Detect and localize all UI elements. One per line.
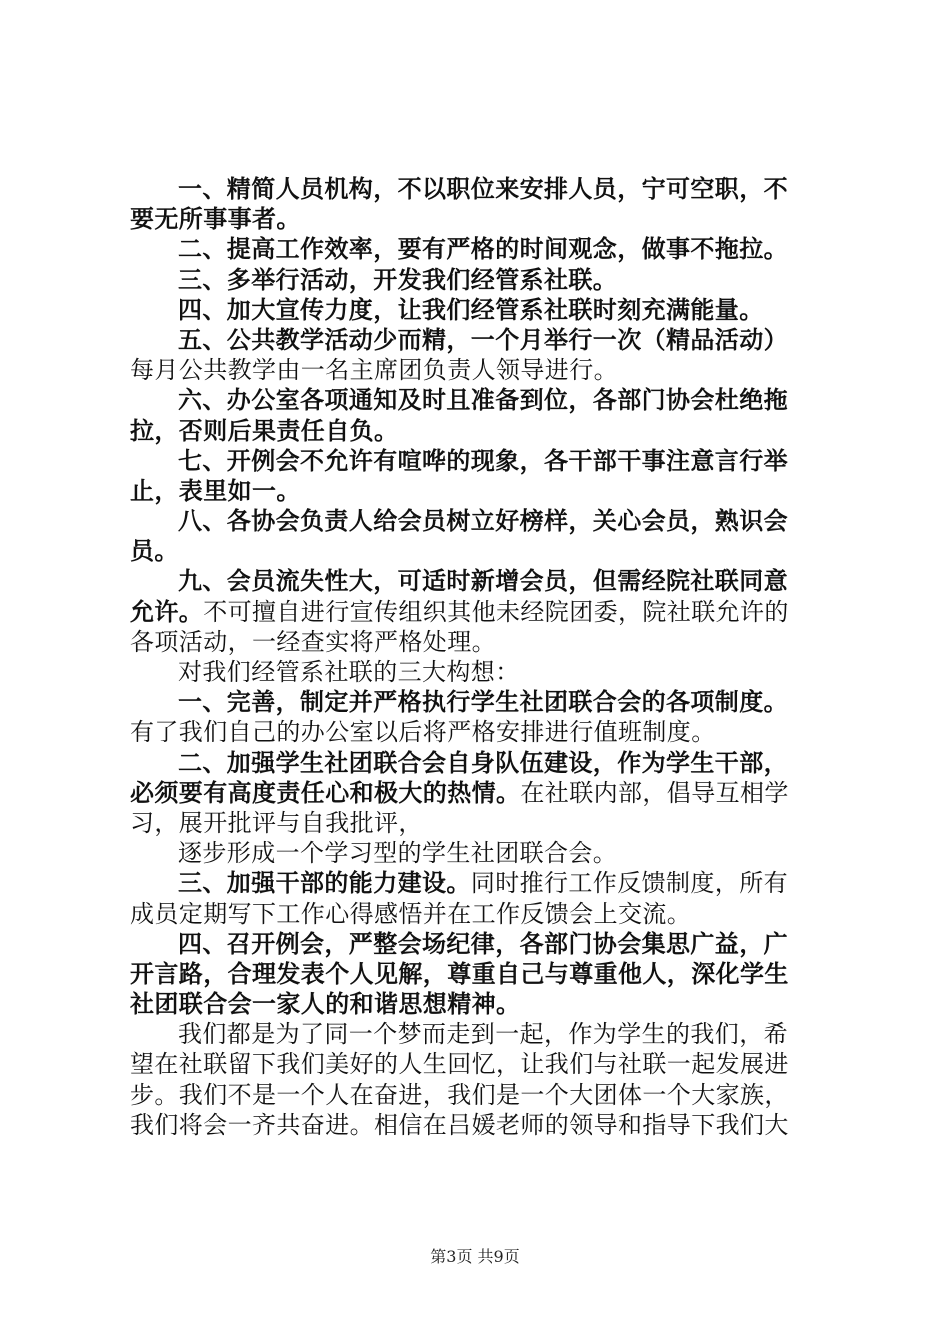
text-line xyxy=(130,1110,830,1140)
text-line-segment: 七、开例会不允许有喧哗的现象，各干部干事注意言行举 xyxy=(178,446,788,475)
text-line xyxy=(130,627,830,657)
text-line xyxy=(130,234,830,264)
text-line xyxy=(130,748,830,778)
text-line xyxy=(130,1019,830,1049)
text-line xyxy=(130,1080,830,1110)
text-line-segment: 开言路，合理发表个人见解，尊重自己与尊重他人，深化学生 xyxy=(130,959,789,988)
text-line xyxy=(130,868,830,898)
text-line xyxy=(130,506,830,536)
text-line xyxy=(130,657,830,687)
text-line xyxy=(130,446,830,476)
text-line-segment: 四、加大宣传力度，让我们经管系社联时刻充满能量。 xyxy=(178,295,764,324)
text-line-segment: 要无所事事者。 xyxy=(130,205,301,234)
text-line-segment: 对我们经管系社联的三大构想： xyxy=(178,658,520,686)
text-line xyxy=(130,808,830,838)
text-line xyxy=(130,355,830,385)
text-line xyxy=(130,476,830,506)
text-line xyxy=(130,597,830,627)
text-line xyxy=(130,899,830,929)
text-line-segment: 拉，否则后果责任自负。 xyxy=(130,416,399,445)
text-line-segment: 三、多举行活动，开发我们经管系社联。 xyxy=(178,265,618,294)
text-line-segment: 逐步形成一个学习型的学生社团联合会。 xyxy=(178,839,618,868)
text-line-segment: 三、加强干部的能力建设。 xyxy=(178,869,471,898)
text-line xyxy=(130,717,830,747)
text-line-segment: 一、精简人员机构，不以职位来安排人员，宁可空职，不 xyxy=(178,175,788,203)
text-line xyxy=(130,325,830,355)
text-line-segment: 我们都是为了同一个梦而走到一起，作为学生的我们，希 xyxy=(178,1020,788,1049)
text-line xyxy=(130,204,830,234)
text-line xyxy=(130,174,830,204)
text-line-segment: 止，表里如一。 xyxy=(130,476,301,505)
text-line-segment: 必须要有高度责任心和极大的热情。 xyxy=(130,778,521,807)
text-line xyxy=(130,959,830,989)
text-line xyxy=(130,687,830,717)
text-line-segment: 习，展开批评与自我批评， xyxy=(130,808,423,837)
text-line xyxy=(130,536,830,566)
text-line xyxy=(130,778,830,808)
text-line-segment: 各项活动，一经查实将严格处理。 xyxy=(130,627,496,656)
text-line xyxy=(130,989,830,1019)
text-line xyxy=(130,265,830,295)
text-line xyxy=(130,416,830,446)
text-line xyxy=(130,295,830,325)
text-line xyxy=(130,385,830,415)
text-line-segment: 二、提高工作效率，要有严格的时间观念，做事不拖拉。 xyxy=(178,235,788,264)
text-line-segment: 二、加强学生社团联合会自身队伍建设，作为学生干部， xyxy=(178,748,788,777)
text-line-segment: 步。我们不是一个人在奋进，我们是一个大团体一个大家族， xyxy=(130,1080,789,1109)
text-line-segment: 八、各协会负责人给会员树立好榜样，关心会员，熟识会 xyxy=(178,507,788,536)
text-line-segment: 有了我们自己的办公室以后将严格安排进行值班制度。 xyxy=(130,718,716,747)
text-line-segment: 在社联内部，倡导互相学 xyxy=(520,778,789,807)
text-line-segment: 允许。 xyxy=(130,597,204,626)
text-line-segment: 四、召开例会，严整会场纪律，各部门协会集思广益，广 xyxy=(178,929,788,958)
text-line xyxy=(130,929,830,959)
text-line-segment: 我们将会一齐共奋进。相信在吕媛老师的领导和指导下我们大 xyxy=(130,1110,789,1139)
text-line-segment: 员。 xyxy=(130,537,179,566)
text-line-segment: 六、办公室各项通知及时且准备到位，各部门协会杜绝拖 xyxy=(178,386,788,415)
text-line-segment: 望在社联留下我们美好的人生回忆，让我们与社联一起发展进 xyxy=(130,1050,789,1079)
page-footer: 第3页 共9页 xyxy=(430,1247,520,1266)
text-line-segment: 九、会员流失性大，可适时新增会员，但需经院社联同意 xyxy=(178,567,788,596)
document-body xyxy=(130,174,830,1140)
text-line-segment: 不可擅自进行宣传组织其他未经院团委，院社联允许的 xyxy=(203,597,789,626)
text-line xyxy=(130,1049,830,1079)
text-line-segment: 每月公共教学由一名主席团负责人领导进行。 xyxy=(130,356,618,385)
text-line-segment: 五、公共教学活动少而精，一个月举行一次（精品活动） xyxy=(178,325,788,354)
text-line-segment: 一、完善，制定并严格执行学生社团联合会的各项制度。 xyxy=(178,688,788,717)
text-line-segment: 同时推行工作反馈制度，所有 xyxy=(470,869,789,898)
text-line-segment: 社团联合会一家人的和谐思想精神。 xyxy=(130,990,521,1019)
text-line xyxy=(130,566,830,596)
text-line-segment: 成员定期写下工作心得感悟并在工作反馈会上交流。 xyxy=(130,899,692,928)
text-line xyxy=(130,838,830,868)
